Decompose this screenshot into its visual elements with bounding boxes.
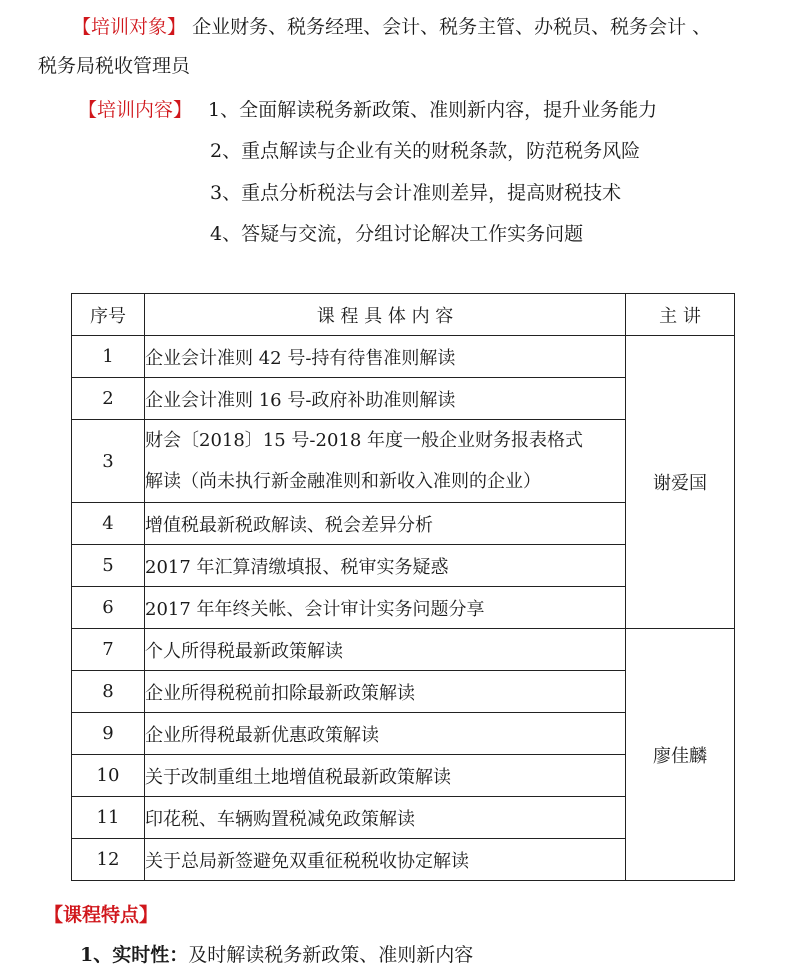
row-number: 6 bbox=[72, 587, 145, 629]
row-content: 企业会计准则 16 号-政府补助准则解读 bbox=[145, 378, 626, 420]
content-item-2: 2、重点解读与企业有关的财税条款，防范税务风险 bbox=[210, 140, 641, 162]
audience-text: 企业财务、税务经理、会计、税务主管、办税员、税务会计 、 bbox=[192, 16, 712, 38]
row-number: 3 bbox=[72, 420, 145, 503]
audience-label: 【培训对象】 bbox=[72, 16, 187, 38]
header-no: 序号 bbox=[72, 294, 145, 336]
row-content: 企业所得税最新优惠政策解读 bbox=[145, 713, 626, 755]
table-row bbox=[72, 629, 735, 671]
row-number: 1 bbox=[72, 336, 145, 378]
features-label: 【课程特点】 bbox=[44, 904, 159, 926]
row-number: 10 bbox=[72, 755, 145, 797]
row-content: 2017 年年终关帐、会计审计实务问题分享 bbox=[145, 587, 626, 629]
row-number: 5 bbox=[72, 545, 145, 587]
content-item-3: 3、重点分析税法与会计准则差异，提高财税技术 bbox=[210, 182, 622, 204]
row-number: 11 bbox=[72, 797, 145, 839]
content-item-1: 1、全面解读税务新政策、准则新内容，提升业务能力 bbox=[208, 99, 658, 121]
content-item-4: 4、答疑与交流，分组讨论解决工作实务问题 bbox=[210, 223, 584, 245]
header-teacher: 主 讲 bbox=[626, 294, 735, 336]
content-label: 【培训内容】 bbox=[78, 99, 193, 121]
row-number: 8 bbox=[72, 671, 145, 713]
teacher-2: 廖佳麟 bbox=[626, 629, 735, 881]
row-content: 关于总局新签避免双重征税税收协定解读 bbox=[145, 839, 626, 881]
row-content-line2: 解读（尚未执行新金融准则和新收入准则的企业） bbox=[145, 471, 541, 492]
row-content: 个人所得税最新政策解读 bbox=[145, 629, 626, 671]
table-header-row bbox=[72, 294, 735, 336]
feature-item-1-label: 1、实时性： bbox=[80, 944, 189, 966]
row-content: 关于改制重组土地增值税最新政策解读 bbox=[145, 755, 626, 797]
feature-item-1-text: 及时解读税务新政策、准则新内容 bbox=[188, 944, 474, 966]
audience-line2: 税务局税收管理员 bbox=[38, 55, 191, 77]
row-content bbox=[145, 420, 626, 503]
header-content: 课 程 具 体 内 容 bbox=[145, 294, 626, 336]
row-number: 9 bbox=[72, 713, 145, 755]
row-content: 企业所得税税前扣除最新政策解读 bbox=[145, 671, 626, 713]
row-content: 2017 年汇算清缴填报、税审实务疑惑 bbox=[145, 545, 626, 587]
row-number: 12 bbox=[72, 839, 145, 881]
feature-item-1 bbox=[80, 940, 473, 967]
teacher-1: 谢爱国 bbox=[626, 336, 735, 629]
row-number: 7 bbox=[72, 629, 145, 671]
course-table bbox=[71, 293, 735, 881]
row-content: 企业会计准则 42 号-持有待售准则解读 bbox=[145, 336, 626, 378]
row-content: 增值税最新税政解读、税会差异分析 bbox=[145, 503, 626, 545]
row-number: 2 bbox=[72, 378, 145, 420]
row-content-line1: 财会〔2018〕15 号-2018 年度一般企业财务报表格式 bbox=[145, 430, 584, 451]
table-row bbox=[72, 336, 735, 378]
row-number: 4 bbox=[72, 503, 145, 545]
row-content: 印花税、车辆购置税减免政策解读 bbox=[145, 797, 626, 839]
audience-line1 bbox=[72, 12, 711, 39]
